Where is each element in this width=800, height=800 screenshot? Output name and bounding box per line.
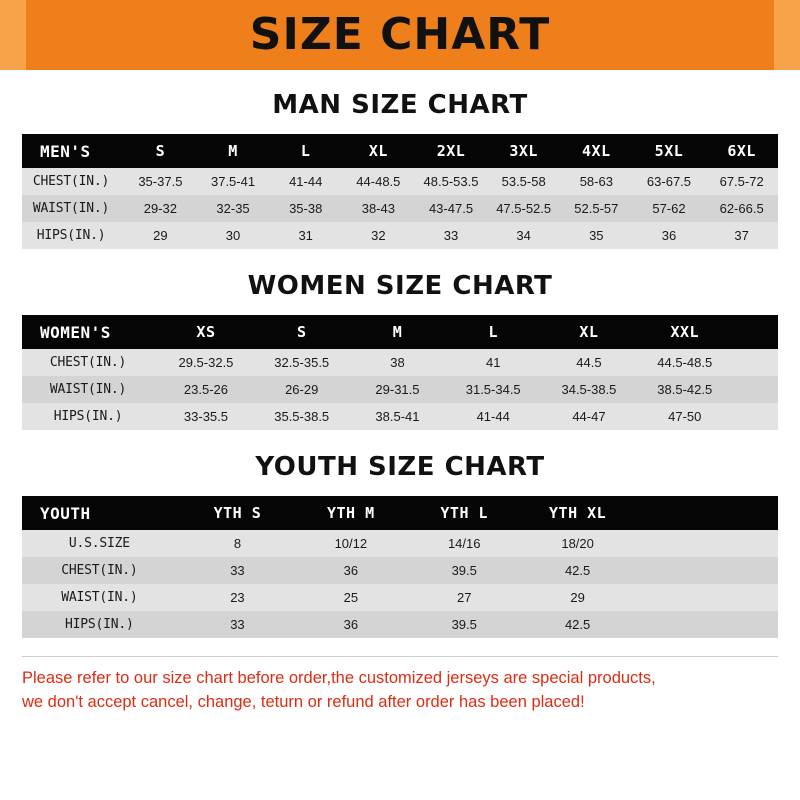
table-cell: 63-67.5: [646, 174, 692, 189]
table-cell: 23: [230, 590, 245, 605]
table-header-cell: XXL: [637, 315, 733, 349]
table-header-cell: YTH L: [408, 496, 521, 530]
table-header-cell: [733, 315, 778, 349]
table-row: [22, 403, 778, 430]
table-cell: 31: [298, 228, 313, 243]
table-cell: 29.5-32.5: [178, 355, 234, 370]
table-header-row: [22, 315, 778, 349]
table-cell: 67.5-72: [719, 174, 764, 189]
footer-note: [22, 656, 778, 715]
row-label: CHEST(IN.): [61, 563, 138, 578]
table-cell: 36: [343, 563, 359, 578]
section-youth: [22, 452, 778, 638]
table-cell: 37: [734, 228, 749, 243]
table-cell: 57-62: [652, 201, 686, 216]
table-cell: 10/12: [334, 536, 368, 551]
table-header-cell: XL: [541, 315, 637, 349]
table-cell: 36: [343, 617, 359, 632]
table-cell: 23.5-26: [183, 382, 228, 397]
table-header-cell: YTH M: [294, 496, 407, 530]
row-label: WAIST(IN.): [32, 201, 110, 216]
section-title-women: WOMEN SIZE CHART: [247, 271, 553, 301]
row-label: HIPS(IN.): [36, 228, 106, 243]
table-cell: 44-48.5: [356, 174, 401, 189]
table-header-cell: MEN'S: [22, 134, 124, 168]
section-title-man: MAN SIZE CHART: [272, 90, 528, 120]
table-header-cell: 6XL: [705, 134, 778, 168]
table-cell: 62-66.5: [719, 201, 764, 216]
table-cell: 41-44: [476, 409, 510, 424]
table-cell: 29-31.5: [375, 382, 420, 397]
row-label: WAIST(IN.): [49, 382, 127, 397]
table-row: [22, 557, 778, 584]
table-header-row: [22, 134, 778, 168]
table-header-cell: YOUTH: [22, 496, 181, 530]
table-cell: 43-47.5: [428, 201, 474, 216]
table-header-cell: XS: [158, 315, 254, 349]
table-cell: 52.5-57: [574, 201, 619, 216]
table-header-cell: M: [197, 134, 270, 168]
table-row: [22, 530, 778, 557]
header-banner: [0, 0, 800, 70]
table-cell: 38: [390, 355, 405, 370]
table-cell: 35: [589, 228, 604, 243]
table-cell: 32.5-35.5: [274, 355, 330, 370]
table-header-cell: YTH S: [181, 496, 294, 530]
table-header-cell: 2XL: [415, 134, 488, 168]
table-header-cell: S: [124, 134, 197, 168]
table-cell: [634, 530, 778, 557]
row-label: CHEST(IN.): [49, 355, 127, 370]
table-cell: 44-47: [572, 409, 606, 424]
table-cell: 44.5-48.5: [657, 355, 713, 370]
table-cell: 33: [230, 617, 245, 632]
table-cell: 44.5: [576, 355, 602, 370]
table-cell: 42.5: [564, 617, 591, 632]
table-cell: 39.5: [451, 563, 477, 578]
section-women: [22, 271, 778, 430]
table-header-cell: [634, 496, 778, 530]
table-header-cell: L: [445, 315, 541, 349]
table-header-cell: 4XL: [560, 134, 633, 168]
table-header-cell: M: [350, 315, 446, 349]
table-cell: 25: [343, 590, 359, 605]
table-header-row: [22, 496, 778, 530]
row-label: WAIST(IN.): [61, 590, 138, 605]
table-cell: 32: [371, 228, 386, 243]
table-row: [22, 611, 778, 638]
table-cell: 31.5-34.5: [465, 382, 521, 397]
table-cell: 18/20: [561, 536, 594, 551]
table-cell: 33: [230, 563, 245, 578]
table-youth: [22, 496, 778, 638]
footer-note-line-1: Please refer to our size chart before order,the customized jerseys are special products,: [22, 669, 656, 687]
section-man: [22, 90, 778, 249]
table-cell: 42.5: [564, 563, 591, 578]
table-cell: 38.5-41: [375, 409, 420, 424]
table-row: [22, 222, 778, 249]
row-label: CHEST(IN.): [32, 174, 110, 189]
table-cell: 47.5-52.5: [496, 201, 552, 216]
table-cell: 26-29: [285, 382, 319, 397]
table-man: [22, 134, 778, 249]
table-cell: 29: [153, 228, 168, 243]
table-cell: [733, 349, 778, 376]
table-women: [22, 315, 778, 430]
row-label: U.S.SIZE: [68, 536, 130, 551]
table-cell: 32-35: [216, 201, 250, 216]
table-cell: 35-37.5: [138, 174, 183, 189]
table-cell: 38.5-42.5: [657, 382, 713, 397]
table-cell: 27: [456, 590, 472, 605]
table-cell: 41-44: [289, 174, 323, 189]
table-header-cell: 3XL: [487, 134, 560, 168]
table-cell: 47-50: [668, 409, 702, 424]
table-row: [22, 195, 778, 222]
table-row: [22, 168, 778, 195]
table-cell: 35-38: [289, 201, 323, 216]
table-cell: 39.5: [451, 617, 477, 632]
table-header-cell: L: [269, 134, 342, 168]
table-cell: [634, 611, 778, 638]
table-header-cell: XL: [342, 134, 415, 168]
chart-content: [0, 90, 800, 638]
row-label: HIPS(IN.): [53, 409, 123, 424]
table-cell: 34: [516, 228, 531, 243]
table-cell: [634, 584, 778, 611]
table-row: [22, 349, 778, 376]
table-cell: 29-32: [143, 201, 177, 216]
table-row: [22, 376, 778, 403]
table-cell: 33: [443, 228, 459, 243]
table-cell: 38-43: [361, 201, 395, 216]
table-cell: 29: [570, 590, 585, 605]
table-cell: 34.5-38.5: [561, 382, 617, 397]
row-label: HIPS(IN.): [65, 617, 134, 632]
table-cell: 41: [485, 355, 501, 370]
table-cell: 30: [225, 228, 241, 243]
table-cell: 48.5-53.5: [423, 174, 479, 189]
table-header-cell: 5XL: [633, 134, 706, 168]
section-title-youth: YOUTH SIZE CHART: [255, 452, 545, 482]
table-header-cell: S: [254, 315, 350, 349]
table-cell: 8: [233, 536, 242, 551]
table-cell: [634, 557, 778, 584]
table-row: [22, 584, 778, 611]
table-cell: 14/16: [447, 536, 481, 551]
table-cell: 35.5-38.5: [274, 409, 330, 424]
page-title: SIZE CHART: [249, 9, 551, 60]
table-cell: 53.5-58: [501, 174, 546, 189]
table-cell: 33-35.5: [183, 409, 228, 424]
table-cell: [733, 376, 778, 403]
table-cell: 36: [661, 228, 677, 243]
table-cell: [733, 403, 778, 430]
table-header-cell: WOMEN'S: [22, 315, 158, 349]
footer-note-line-2: we don't accept cancel, change, teturn or refund after order has been placed!: [22, 692, 585, 711]
table-cell: 37.5-41: [210, 174, 256, 189]
table-cell: 58-63: [579, 174, 613, 189]
table-header-cell: YTH XL: [521, 496, 634, 530]
